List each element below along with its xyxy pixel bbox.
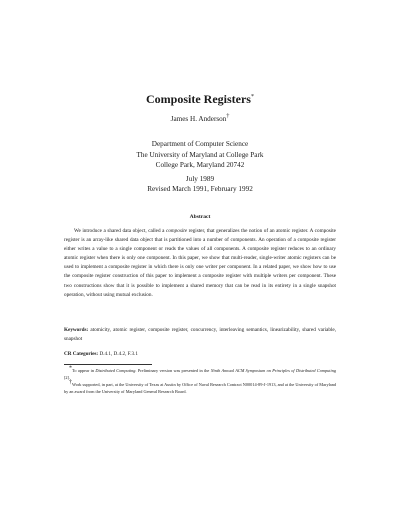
cr-categories-label: CR Categories: bbox=[64, 351, 99, 357]
footnote-rule bbox=[64, 364, 152, 365]
footnote-title-text-a: To appear in bbox=[72, 368, 96, 373]
abstract-body bbox=[64, 227, 336, 300]
footnote-title bbox=[64, 367, 336, 381]
keywords-label: Keywords: bbox=[64, 327, 89, 333]
footnote-journal: Distributed Computing bbox=[95, 368, 136, 373]
affiliation-department: Department of Computer Science bbox=[151, 140, 249, 148]
footnote-author bbox=[64, 381, 336, 395]
cr-categories-list: D.4.1, D.4.2, F.3.1 bbox=[99, 351, 138, 357]
abstract-heading: Abstract bbox=[189, 214, 211, 220]
footnote-title-text-b: . Preliminary version was presented in the bbox=[135, 368, 211, 373]
abstract-text-rest: register, that generalizes the notion of an atomic register. A composite register is an array-like shared data object that is partitioned into a number of components. An operation of a composite register either writes a value to a single component or reads the values of all components. A composite register reduces to an ordinary atomic register when there is only one component. In this paper, we show that multi-reader, single-writer atomic registers can be used to implement a composite register in which there is only one writer per component. In a related paper, we show how to use the composite register construction of this paper to implement a composite register with multiple writers per component. These two constructions show that it is possible to implement a shared memory that can be read in its entirety in a single snapshot operation, without using mutual exclusion. bbox=[64, 228, 336, 298]
affiliation-university: The University of Maryland at College Park bbox=[136, 150, 264, 159]
affiliation-address: College Park, Maryland 20742 bbox=[155, 161, 245, 169]
title-footnote-mark: * bbox=[250, 94, 254, 100]
author-footnote-mark: † bbox=[226, 113, 230, 120]
footnote-author-text: Work supported, in part, at the University of Texas at Austin by Office of Naval Research Contract N00014-89-J-1913, and at the University of Maryland by an award from the University of Maryland General Research Board. bbox=[64, 382, 337, 394]
abstract-text-start: We introduce a shared data object, called a bbox=[74, 228, 167, 234]
title-text: Composite Registers bbox=[146, 92, 251, 106]
footnote-mark-title: * bbox=[69, 365, 72, 372]
author-line bbox=[0, 115, 400, 124]
abstract-emphasis: composite bbox=[166, 228, 188, 234]
date-block bbox=[0, 174, 400, 194]
paper-title bbox=[0, 92, 400, 106]
footnotes bbox=[64, 367, 336, 395]
keywords-line bbox=[64, 326, 336, 344]
author-name: James H. Anderson bbox=[170, 115, 227, 123]
footnote-title-text-c: [2]. bbox=[64, 375, 71, 380]
footnote-mark-author: † bbox=[69, 379, 73, 386]
affiliation-block bbox=[0, 139, 400, 171]
footnote-conference: Ninth Annual ACM Symposium on Principles of Distributed Computing bbox=[210, 368, 336, 373]
keywords-list: atomicity, atomic register, composite register, concurrency, interleaving semantics, linearizability, shared variable, snapshot bbox=[64, 327, 336, 343]
cr-categories-line bbox=[64, 350, 336, 358]
original-date: July 1989 bbox=[185, 175, 215, 183]
revised-date: Revised March 1991, February 1992 bbox=[147, 185, 253, 193]
